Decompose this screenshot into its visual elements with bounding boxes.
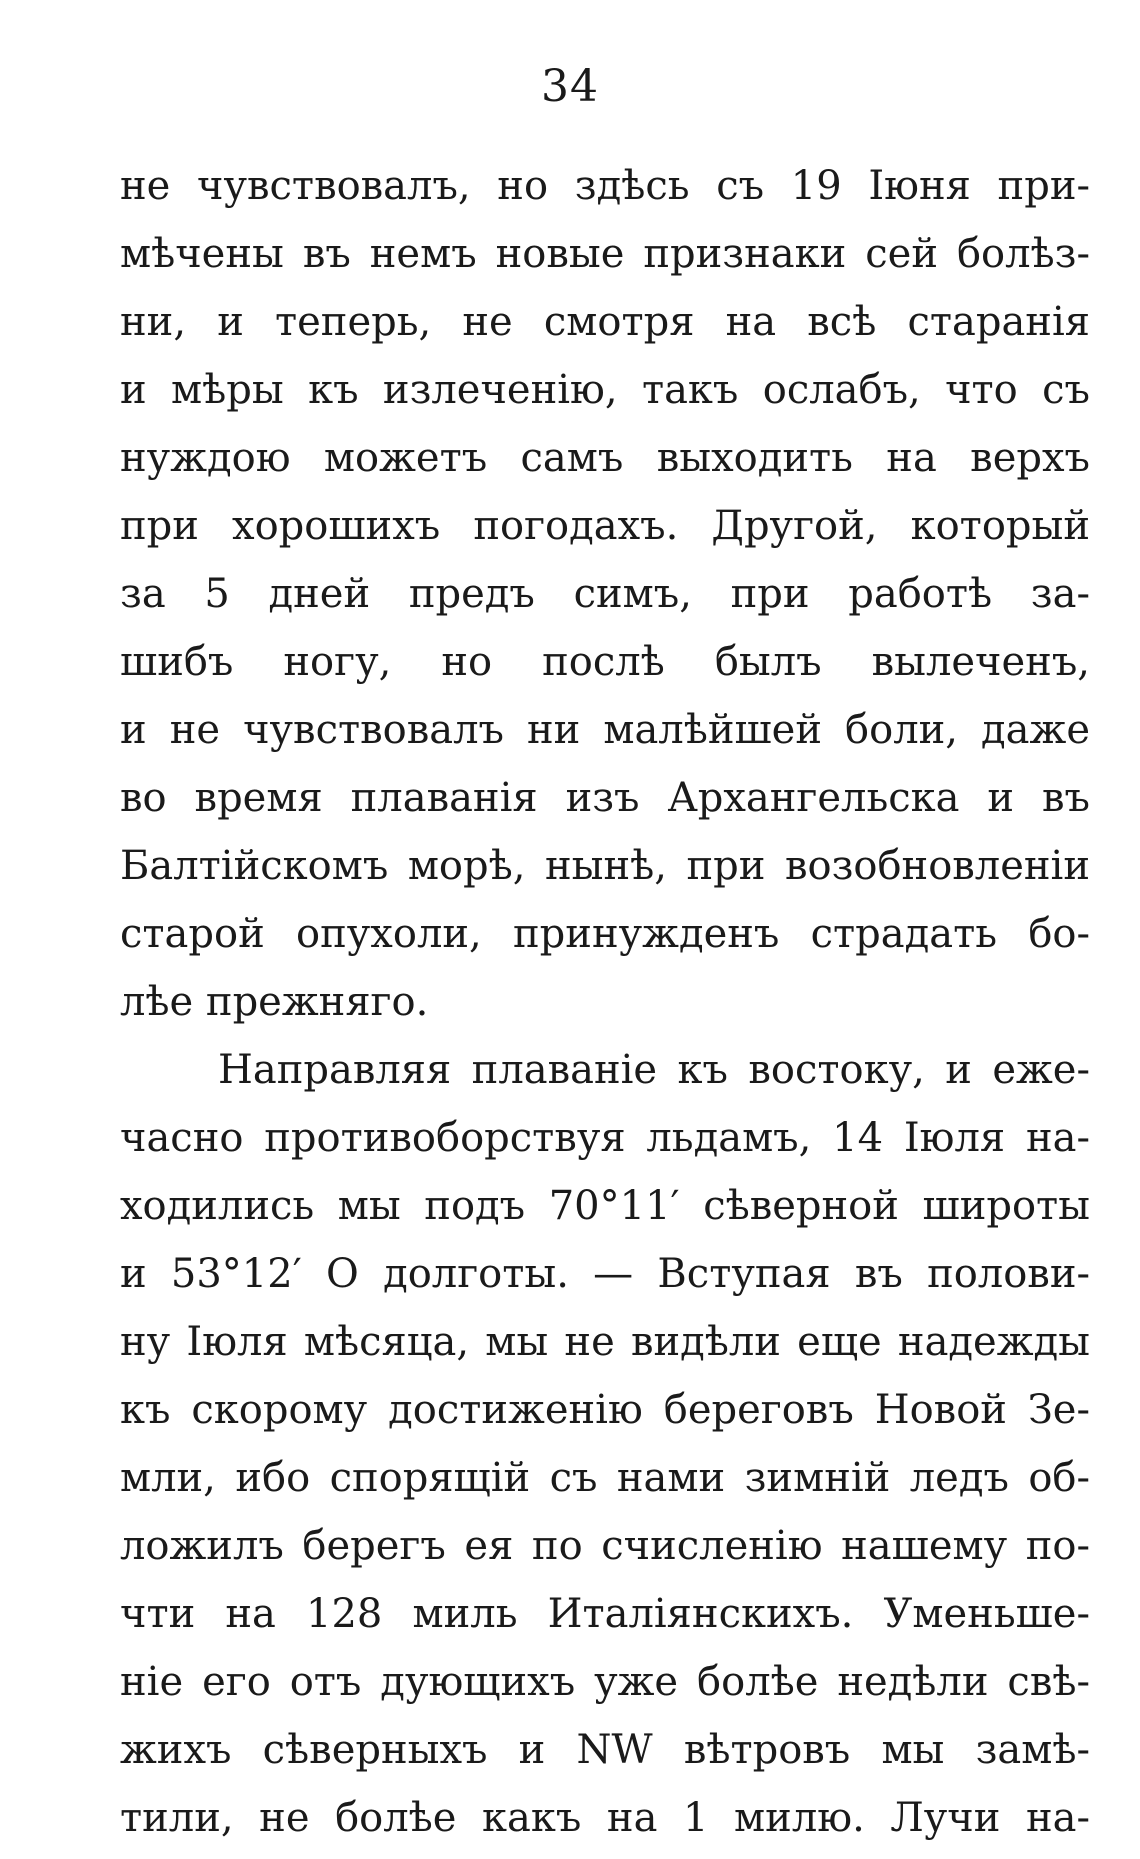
text-line: чти на 128 миль Италіянскихъ. Уменьше-: [120, 1591, 1090, 1637]
paragraph-1: [120, 152, 1090, 1036]
text-line: тили, не болѣе какъ на 1 милю. Лучи на-: [120, 1795, 1090, 1841]
paragraph-2: [120, 1036, 1090, 1852]
text-line: и 53°12′ О долготы. — Вступая въ полови-: [120, 1251, 1090, 1297]
text-line: старой опухоли, принужденъ страдать бо-: [120, 911, 1090, 957]
text-line: и не чувствовалъ ни малѣйшей боли, даже: [120, 707, 1090, 753]
text-line: часно противоборствуя льдамъ, 14 Іюля на-: [120, 1115, 1090, 1161]
text-line: лѣе прежняго.: [120, 979, 429, 1025]
page-number: 34: [541, 61, 599, 112]
text-line: ходились мы подъ 70°11′ сѣверной широты: [120, 1183, 1090, 1229]
text-line: и мѣры къ излеченію, такъ ослабъ, что съ: [120, 367, 1090, 413]
body-text: [120, 152, 1090, 1852]
text-line: не чувствовалъ, но здѣсь съ 19 Іюня при-: [120, 163, 1090, 209]
text-line: шибъ ногу, но послѣ былъ вылеченъ,: [120, 639, 1090, 685]
text-line: при хорошихъ погодахъ. Другой, который: [120, 503, 1090, 549]
text-line: ніе его отъ дующихъ уже болѣе недѣли свѣ-: [120, 1659, 1090, 1705]
text-line: мѣчены въ немъ новые признаки сей болѣз-: [120, 231, 1090, 277]
text-line: Балтійскомъ морѣ, нынѣ, при возобновленіи: [120, 843, 1090, 889]
text-line: за 5 дней предъ симъ, при работѣ за-: [120, 571, 1090, 617]
text-line: ни, и теперь, не смотря на всѣ старанія: [120, 299, 1090, 345]
text-line: ложилъ берегъ ея по счисленію нашему по-: [120, 1523, 1090, 1569]
text-line: во время плаванія изъ Архангельска и въ: [120, 775, 1090, 821]
text-line: къ скорому достиженію береговъ Новой Зе-: [120, 1387, 1090, 1433]
text-line: нуждою можетъ самъ выходить на верхъ: [120, 435, 1090, 481]
text-line: мли, ибо спорящій съ нами зимній ледъ об-: [120, 1455, 1090, 1501]
text-line: ну Іюля мѣсяца, мы не видѣли еще надежды: [120, 1319, 1090, 1365]
text-line: Направляя плаваніе къ востоку, и еже-: [218, 1047, 1090, 1093]
text-line: жихъ сѣверныхъ и NW вѣтровъ мы замѣ-: [120, 1727, 1090, 1773]
